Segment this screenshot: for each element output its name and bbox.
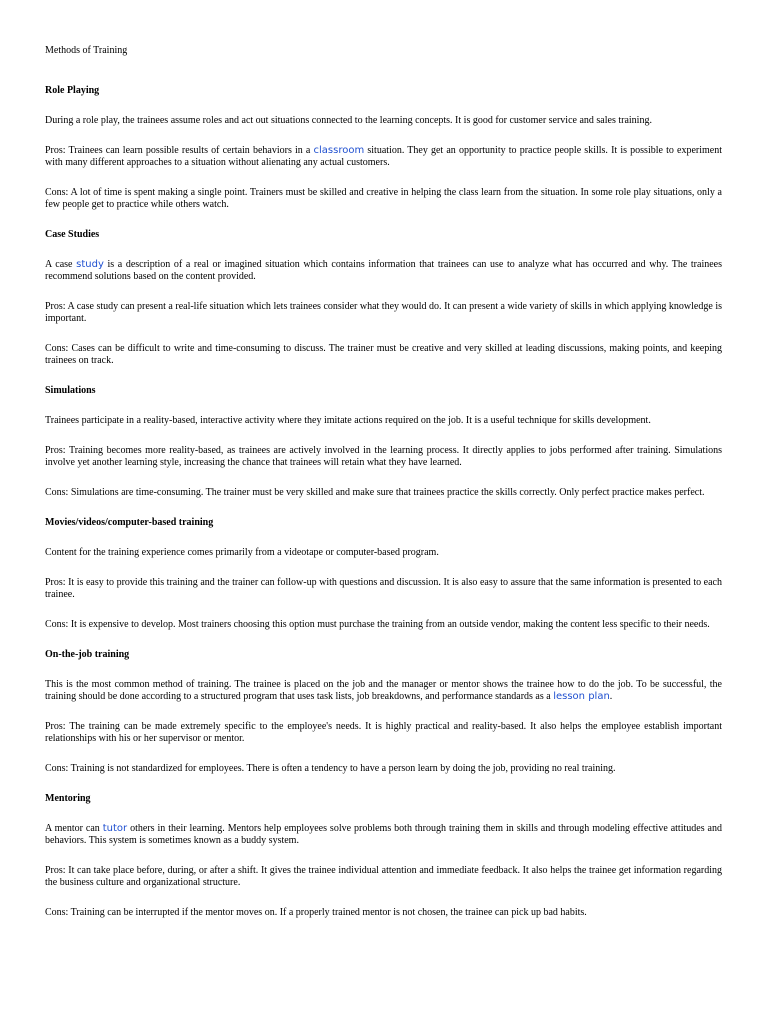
paragraph-text: Pros: It can take place before, during, or after a shift. It gives the trainee individual attention and immediate feedback. It also helps the trainee get information regarding the business culture and organizational structure. <box>45 865 722 888</box>
paragraph <box>45 619 722 631</box>
section-heading: Role Playing <box>45 85 100 96</box>
paragraph <box>45 145 722 169</box>
paragraph <box>45 907 722 919</box>
document-body <box>45 84 722 919</box>
paragraph-text: is a description of a real or imagined situation which contains information that trainees can use to analyze what has occurred and why. The trainees recommend solutions based on the content provided. <box>45 259 722 282</box>
paragraph <box>45 865 722 889</box>
section-heading: Mentoring <box>45 793 91 804</box>
paragraph-text: Cons: Training can be interrupted if the mentor moves on. If a properly trained mentor is not chosen, the trainee can pick up bad habits. <box>45 907 587 918</box>
section-heading: Simulations <box>45 385 96 396</box>
paragraph-text: Pros: The training can be made extremely specific to the employee's needs. It is highly practical and reality-based. It also helps the employee establish important relationships with his or her supervisor or mentor. <box>45 721 722 744</box>
paragraph <box>45 187 722 211</box>
section-heading: Case Studies <box>45 229 100 240</box>
section <box>45 384 722 499</box>
paragraph-text: Cons: It is expensive to develop. Most trainers choosing this option must purchase the training from an outside vendor, making the content less specific to their needs. <box>45 619 710 630</box>
paragraph <box>45 679 722 703</box>
paragraph <box>45 115 722 127</box>
inline-link[interactable]: tutor <box>102 823 128 834</box>
section-heading: On-the-job training <box>45 649 130 660</box>
inline-link[interactable]: classroom <box>313 145 365 156</box>
paragraph <box>45 415 722 427</box>
paragraph <box>45 445 722 469</box>
paragraph-text: Cons: Cases can be difficult to write and time-consuming to discuss. The trainer must be creative and very skilled at leading discussions, making points, and keeping trainees on track. <box>45 343 722 366</box>
paragraph-text: . <box>609 691 613 702</box>
section <box>45 792 722 919</box>
paragraph-text: This is the most common method of training. The trainee is placed on the job and the manager or mentor shows the trainee how to do the job. To be successful, the training should be done according to a structured program that uses task lists, job breakdowns, and performance standards as a <box>45 679 722 702</box>
paragraph <box>45 547 722 559</box>
paragraph-text: others in their learning. Mentors help employees solve problems both through training them in skills and through modeling effective attitudes and behaviors. This system is sometimes known as a buddy system. <box>45 823 722 846</box>
paragraph <box>45 823 722 847</box>
paragraph-text: Pros: Training becomes more reality-based, as trainees are actively involved in the learning process. It directly applies to jobs performed after training. Simulations involve yet another learning style, increasing the chance that trainees will retain what they have learned. <box>45 445 722 468</box>
paragraph <box>45 259 722 283</box>
section <box>45 516 722 631</box>
inline-link[interactable]: study <box>76 259 104 270</box>
paragraph-text: Cons: A lot of time is spent making a single point. Trainers must be skilled and creative in helping the class learn from the situation. In some role play situations, only a few people get to practice while others watch. <box>45 187 722 210</box>
paragraph <box>45 487 722 499</box>
paragraph-text: During a role play, the trainees assume roles and act out situations connected to the learning concepts. It is good for customer service and sales training. <box>45 115 652 126</box>
paragraph <box>45 343 722 367</box>
section <box>45 84 722 211</box>
paragraph-text: Pros: It is easy to provide this training and the trainer can follow-up with questions and discussion. It is also easy to assure that the same information is presented to each trainee. <box>45 577 722 600</box>
paragraph-text: Trainees participate in a reality-based, interactive activity where they imitate actions required on the job. It is a useful technique for skills development. <box>45 415 651 426</box>
inline-link[interactable]: lesson plan <box>553 691 610 702</box>
paragraph-text: A case <box>45 259 77 270</box>
section <box>45 228 722 367</box>
paragraph-text: A mentor can <box>45 823 103 834</box>
section <box>45 648 722 775</box>
paragraph-text: Content for the training experience comes primarily from a videotape or computer-based program. <box>45 547 439 558</box>
document-title: Methods of Training <box>45 45 128 56</box>
paragraph-text: Cons: Training is not standardized for employees. There is often a tendency to have a person learn by doing the job, providing no real training. <box>45 763 616 774</box>
paragraph <box>45 301 722 325</box>
paragraph-text: situation. They get an opportunity to practice people skills. It is possible to experiment with many different approaches to a situation without alienating any actual customers. <box>45 145 723 168</box>
paragraph <box>45 577 722 601</box>
paragraph-text: Pros: Trainees can learn possible results of certain behaviors in a <box>45 145 314 156</box>
paragraph-text: Pros: A case study can present a real-life situation which lets trainees consider what they would do. It can present a wide variety of skills in which applying knowledge is important. <box>45 301 722 324</box>
paragraph-text: Cons: Simulations are time-consuming. The trainer must be very skilled and make sure that trainees practice the skills correctly. Only perfect practice makes perfect. <box>45 487 705 498</box>
paragraph <box>45 721 722 745</box>
paragraph <box>45 763 722 775</box>
section-heading: Movies/videos/computer-based training <box>45 517 214 528</box>
